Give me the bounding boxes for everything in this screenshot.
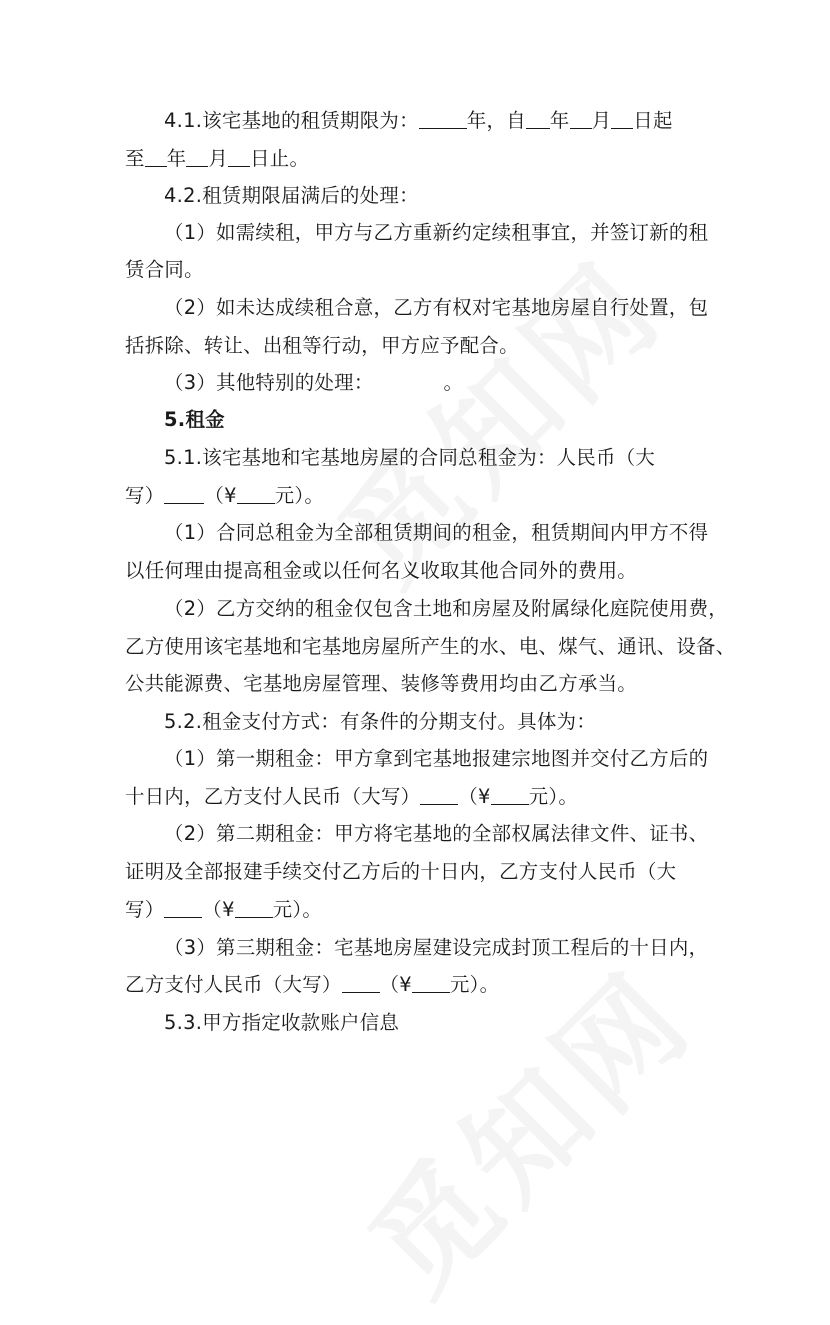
blank-start-year [526,104,550,129]
clause-5-2-1: （1）第一期租金：甲方拿到宅基地报建宗地图并交付乙方后的 [164,747,709,770]
clause-5-1-1-cont: 以任何理由提高租金或以任何名义收取其他合同外的费用。 [125,559,637,582]
clause-5-1: 5.1.该宅基地和宅基地房屋的合同总租金为：人民币（大 [164,446,656,469]
blank-total-words [164,479,204,504]
clause-4-2-2: （2）如未达成续租合意，乙方有权对宅基地房屋自行处置，包 [164,296,709,319]
clause-4-2-2-cont: 括拆除、转让、出租等行动，甲方应予配合。 [125,334,519,357]
blank-years [419,104,467,129]
clause-4-1: 4.1.该宅基地的租赁期限为： 年，自 年 月 日起 [164,102,673,140]
clause-5-1-2: （2）乙方交纳的租金仅包含土地和房屋及附属绿化庭院使用费， [164,597,728,620]
clause-4-2: 4.2.租赁期限届满后的处理： [164,184,419,207]
blank-third-words [342,968,380,993]
clause-5-2-1-cont: 十日内，乙方支付人民币（大写） （¥ 元）。 [125,778,578,816]
clause-4-2-3: （3）其他特别的处理： 。 [164,371,464,394]
clause-4-2-1-cont: 赁合同。 [125,258,204,281]
blank-start-month [570,104,592,129]
blank-first-amount [491,780,529,805]
clause-5-2-2: （2）第二期租金：甲方将宅基地的全部权属法律文件、证书、 [164,822,709,845]
blank-start-day [611,104,633,129]
clause-5-1-cont: 写） （¥ 元）。 [125,477,324,515]
clause-5-2-3-cont: 乙方支付人民币（大写） （¥ 元）。 [125,966,499,1004]
blank-end-month [186,142,208,167]
clause-5-1-1: （1）合同总租金为全部租赁期间的租金，租赁期间内甲方不得 [164,521,709,544]
clause-5-1-2-cont: 乙方使用该宅基地和宅基地房屋所产生的水、电、煤气、通讯、设备、 [125,635,736,658]
blank-total-amount [237,479,275,504]
blank-end-year [145,142,167,167]
blank-second-words [164,893,202,918]
clause-5-2-2-cont: 证明及全部报建手续交付乙方后的十日内，乙方支付人民币（大 [125,860,677,883]
clause-4-1-cont: 至 年 月 日止。 [125,140,309,178]
blank-end-day [228,142,250,167]
clause-5-2-3: （3）第三期租金：宅基地房屋建设完成封顶工程后的十日内， [164,936,709,959]
section-5-heading: 5.租金 [164,408,225,431]
blank-first-words [420,780,458,805]
clause-5-1-2-cont2: 公共能源费、宅基地房屋管理、装修等费用均由乙方承当。 [125,672,637,695]
clause-5-2-2-cont2: 写） （¥ 元）。 [125,891,322,929]
blank-second-amount [235,893,273,918]
clause-5-3: 5.3.甲方指定收款账户信息 [164,1011,400,1034]
clause-4-2-1: （1）如需续租，甲方与乙方重新约定续租事宜，并签订新的租 [164,221,709,244]
clause-5-2: 5.2.租金支付方式：有条件的分期支付。具体为： [164,710,597,733]
blank-third-amount [412,968,450,993]
